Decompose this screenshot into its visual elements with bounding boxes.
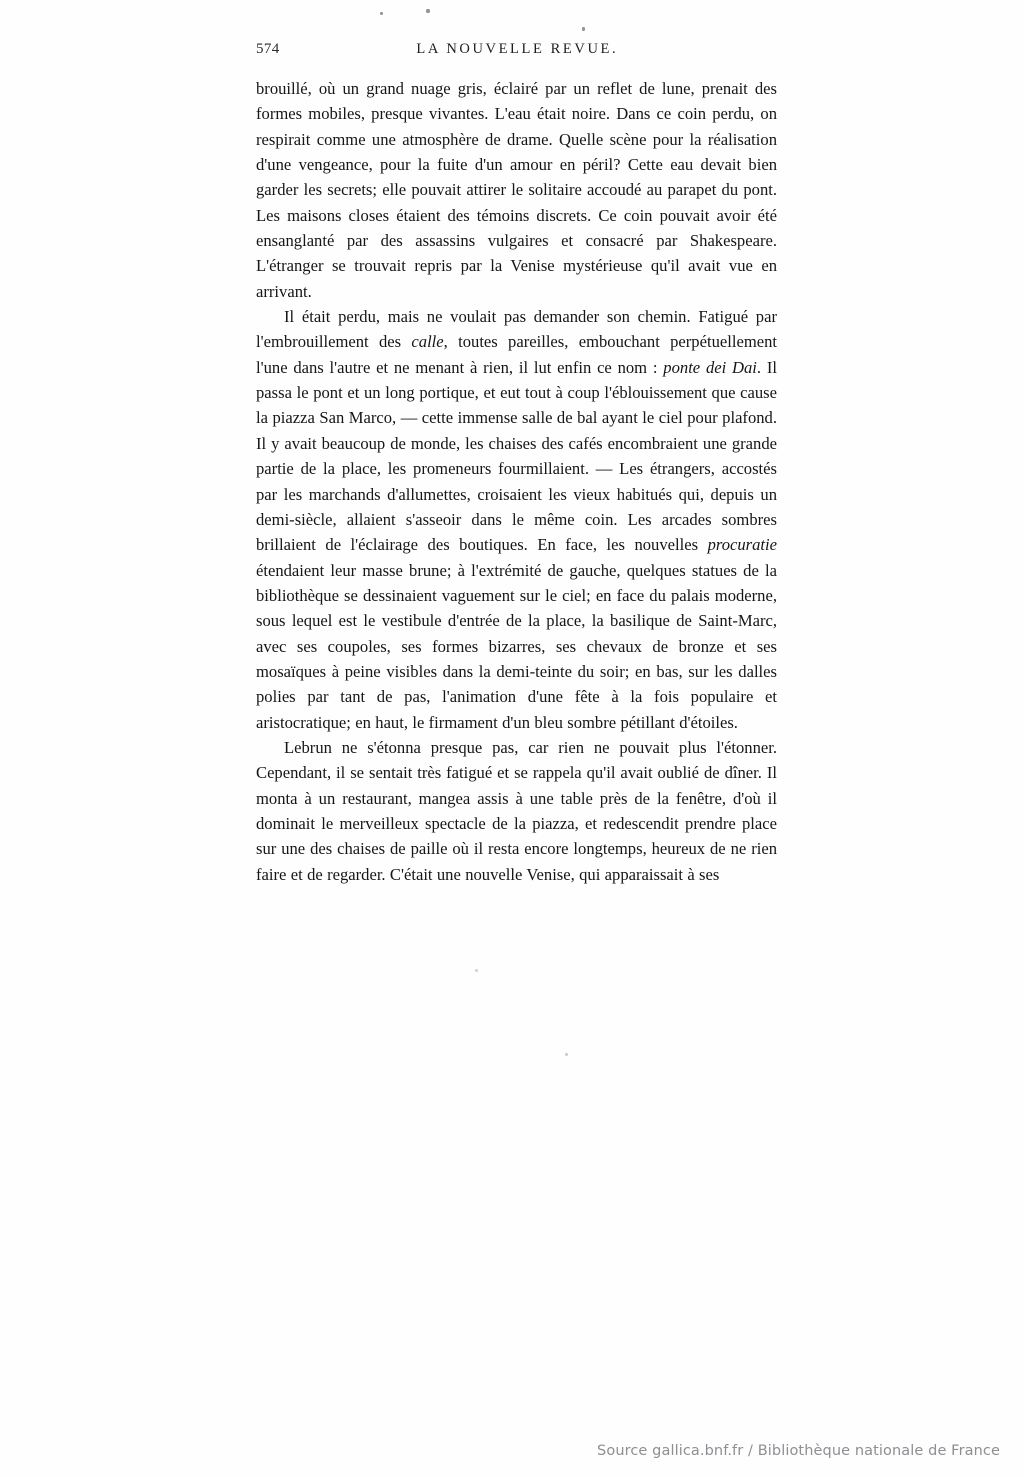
- paragraph: Il était perdu, mais ne voulait pas demander son chemin. Fatigué par l'embrouillement des calle, toutes pareilles, embouchant perpétuellement l'une dans l'autre et ne menant à rien, il lut enfin ce nom : ponte dei Dai. Il passa le pont et un long portique, et eut tout à coup l'éblouissement que cause la piazza San Marco, — cette immense salle de bal ayant le ciel pour plafond. Il y avait beaucoup de monde, les chaises des cafés encombraient une grande partie de la place, les promeneurs fourmillaient. — Les étrangers, accostés par les marchands d'allumettes, croisaient les vieux habitués qui, depuis un demi-siècle, allaient s'asseoir dans le même coin. Les arcades sombres brillaient de l'éclairage des boutiques. En face, les nouvelles procuratie étendaient leur masse brune; à l'extrémité de gauche, quelques statues de la bibliothèque se dessinaient vaguement sur le ciel; en face du palais moderne, sous lequel est le vestibule d'entrée de la place, la basilique de Saint-Marc, avec ses coupoles, ses formes bizarres, ses chevaux de bronze et ses mosaïques à peine visibles dans la demi-teinte du soir; en bas, sur les dalles polies par tant de pas, l'animation d'une fête à la fois populaire et aristocratique; en haut, le firmament d'un bleu sombre pétillant d'étoiles.: [256, 307, 777, 732]
- scan-speck: [380, 12, 383, 15]
- scan-speck: [565, 1053, 568, 1056]
- running-head-title: LA NOUVELLE REVUE.: [416, 41, 619, 57]
- running-head: [256, 41, 776, 61]
- paragraph: brouillé, où un grand nuage gris, éclairé par un reflet de lune, prenait des formes mobiles, presque vivantes. L'eau était noire. Dans ce coin perdu, on respirait comme une atmosphère de drame. Quelle scène pour la réalisation d'une vengeance, pour la fuite d'un amour en péril? Cette eau devait bien garder les secrets; elle pouvait attirer le solitaire accoudé au parapet du pont. Les maisons closes étaient des témoins discrets. Ce coin pouvait avoir été ensanglanté par des assassins vulgaires et consacré par Shakespeare. L'étranger se trouvait repris par la Venise mystérieuse qu'il avait vue en arrivant.: [256, 79, 777, 301]
- scan-speck: [475, 969, 478, 972]
- paragraph: Lebrun ne s'étonna presque pas, car rien ne pouvait plus l'étonner. Cependant, il se sentait très fatigué et se rappela qu'il avait oublié de dîner. Il monta à un restaurant, mangea assis à une table près de la fenêtre, d'où il dominait le merveilleux spectacle de la piazza, et redescendit prendre place sur une des chaises de paille où il resta encore longtemps, heureux de ne rien faire et de regarder. C'était une nouvelle Venise, qui apparaissait à ses: [256, 737, 777, 884]
- source-attribution: Source gallica.bnf.fr / Bibliothèque nationale de France: [597, 1443, 1000, 1459]
- page-number: 574: [256, 41, 280, 57]
- body-text-column: [256, 76, 777, 887]
- scan-speck: [426, 9, 430, 13]
- scan-speck: [582, 27, 585, 31]
